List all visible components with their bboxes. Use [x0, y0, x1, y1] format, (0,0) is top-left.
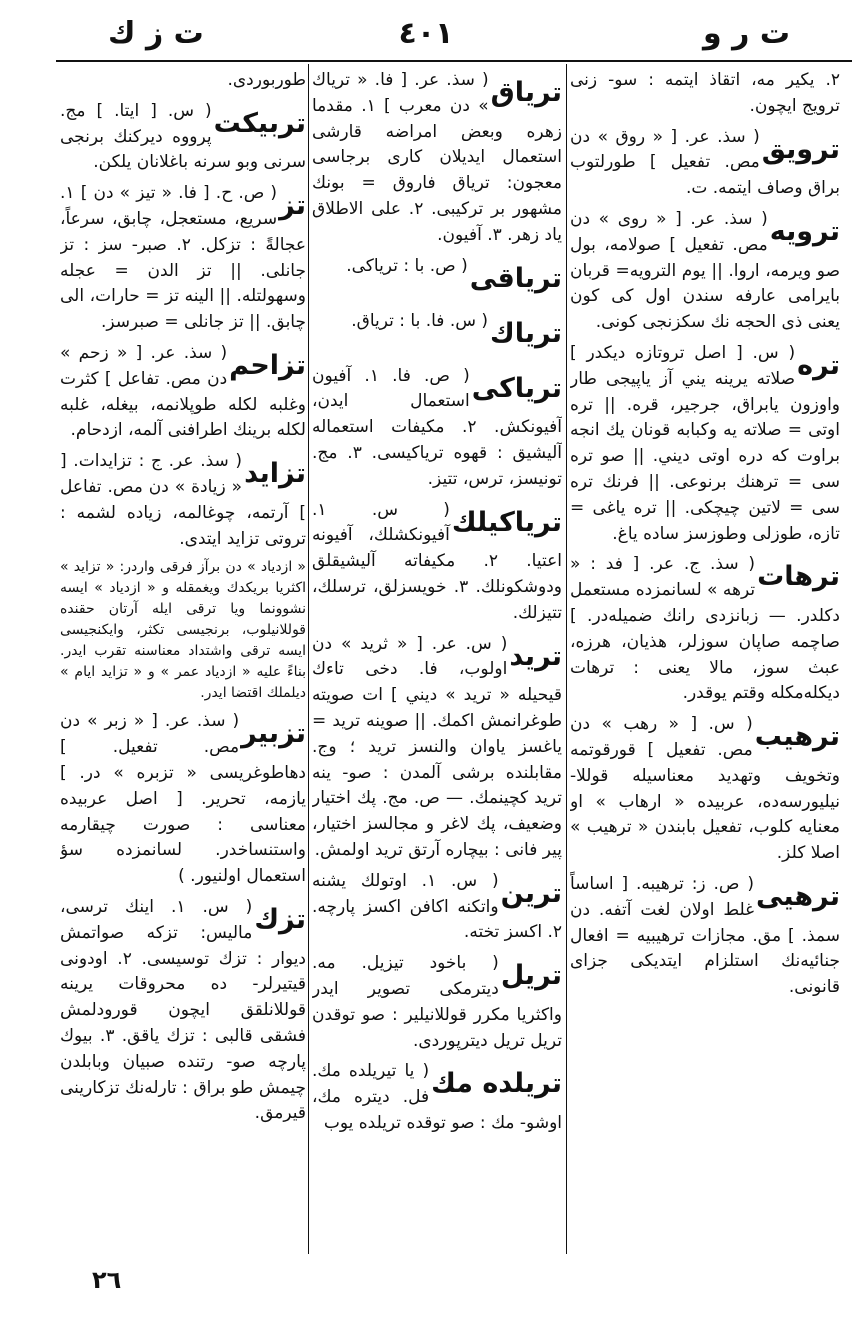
dictionary-entry	[60, 557, 306, 704]
dictionary-entry	[60, 895, 306, 1127]
entry-definition: ( ص. با : ترياكى.	[346, 255, 468, 276]
entry-headword: ترويق	[761, 133, 840, 165]
column-left	[60, 68, 306, 1258]
dictionary-entry	[312, 951, 562, 1054]
entry-headword: تزبير	[241, 718, 306, 750]
dictionary-entry	[570, 125, 840, 202]
entry-definition: ( ص. ح. [ فا. « تيز » دن ] ١. سريع، مستعجل، چابق، سرعاً، عجالةً : تزكل. ٢. صبر- سز : تز جانلى. || تز الدن = عجله وسهولتله. || الينه تز = حارات، الى چابق. || تز جانلى = صبرسز.	[60, 183, 306, 333]
entry-headword: ترياق	[490, 77, 562, 108]
entry-headword: ترويه	[769, 215, 840, 247]
dictionary-entry	[60, 99, 306, 176]
entry-headword: تز	[279, 190, 306, 222]
entry-headword: تريل	[500, 960, 562, 992]
entry-headword: ترياقى	[469, 262, 562, 294]
entry-headword: تريد	[509, 640, 562, 672]
entry-definition: ( سذ. عر. [ « روق » دن مص. تفعيل ] طورلتوب براق وصاف ايتمه. ت.	[570, 126, 840, 199]
dictionary-entry	[570, 712, 840, 867]
dictionary-entry	[60, 181, 306, 336]
entry-headword: ترياكى	[471, 372, 562, 404]
column-right	[570, 68, 840, 1258]
dictionary-entry	[60, 68, 306, 94]
entry-headword: تربيكت	[213, 107, 306, 139]
entry-definition: ( س. عر. [ « ثريد » دن اولوب، فا. دخى تاءك قيحيله « تريد » ديني ] ات صويته طوغرانمش اكمك. || صوينه تريد = ياغسز ياوان والنسز تريد ؛ وج. مقابلنده برشى آلمدن : صو- ينه تريد كچينمك. — ص. مج. پك اختيار وضعيف، پك لاغر و مجالسز اختيار، پير فانى : بيچاره آرتق تريد اولمش.	[312, 633, 562, 860]
entry-definition: ( سذ. عر. [ « زحم » دن مص. تفاعل ] كثرت وغلبه لكله طوپلانمه، بيغله، غلبه لكله برينك اطرافنى آلمه، ازدحام.	[60, 342, 306, 441]
entry-definition: ( سذ. عر. ج : تزايدات. [ « زيادة » دن مص. تفاعل ] آرتمه، چوغالمه، زياده لشمه : تروتى تزايد ايتدى.	[60, 451, 306, 549]
dictionary-entry	[570, 207, 840, 336]
entry-headword: تزك	[254, 903, 306, 935]
entry-headword: تره	[797, 349, 840, 381]
entry-headword: تريلده مك	[431, 1068, 562, 1100]
header-right-letters: ت ر و	[703, 16, 790, 51]
column-divider-left	[308, 64, 309, 1254]
entry-headword: ترياكيلك	[451, 506, 562, 538]
dictionary-entry	[570, 341, 840, 547]
entry-definition: ( سذ. عر. [ فا. « ترياك » دن معرب ] ١. مقدما زهره وبعض امراضه قارشى استعمال ايديلان كارى برجاسى معجون: ترياق فاروق = بونك مشهور بر تركيبى. ٢. على الاطلاق ياد زهر. ٣. آفيون.	[312, 70, 562, 245]
entry-headword: ترهيى	[756, 880, 840, 912]
entry-definition: ( سذ. عر. [ « روى » دن مص. تفعيل ] صولامه، بول صو ويرمه، اروا. || يوم الترويه= قربان بايرامى عارفه سندن اول كى كون يعنى ذى الحجه نك سكزنجى كونى.	[570, 208, 840, 333]
column-divider-right	[566, 64, 567, 1254]
dictionary-entry	[312, 364, 562, 493]
entry-definition: ( س. [ « رهب » دن مص. تفعيل ] قورقوتمه وتخويف وتهديد معناسيله قوللا- نيليورسه‌ده، عربيده « ارهاب » او معنايه كلوب، تفعيل بابندن « ترهيب » اصلا كلز.	[570, 714, 840, 864]
entry-definition: ( س. ١. اوتولك يشنه واتكنه اكافن اكسز پارچه. ٢. اكسز تخته.	[312, 870, 562, 943]
header-rule	[56, 60, 852, 62]
dictionary-entry	[570, 552, 840, 707]
entry-headword: ترهيب	[754, 721, 840, 753]
entry-definition: ( يا تيريلده مك. فل. ديتره مك، اوشو- مك : صو توقده تريلده يوب	[312, 1061, 562, 1133]
column-middle	[312, 68, 562, 1258]
entry-definition: ( باخود تيزيل. مه. ديترمكى تصوير ايدر واكثريا مكرر قوللانيلير : صو توقدن تريل تريل ديترپوردى.	[312, 953, 562, 1051]
dictionary-entry	[570, 872, 840, 1001]
dictionary-entry	[312, 869, 562, 946]
dictionary-entry	[60, 449, 306, 552]
dictionary-entry	[312, 68, 562, 249]
dictionary-entry	[312, 1059, 562, 1136]
dictionary-entry	[312, 498, 562, 627]
entry-definition: ( س. [ اصل تروتازه ديكدر ] صلاته يرينه يني آز ياپيجى طار واوزون يابراق، جرجير، قره. || تره اوتى = صلاته يه وكبابه قونان يك انجه براوت كه دره اوتى ديني. || صو تره سى = ترهنك برنوعى. || فرنك تره سى = لاتين چيچكى. || تره ياغى = تازه، طوزلى وطوزسز ساده ياغ.	[570, 342, 840, 544]
entry-definition: « ازدياد » دن برآز فرقى واردر: « تزايد » اكثريا بريكدك ويغمقله و « ازدياد » ايسه نشوونما ويا ترقى ايله آرتان حقنده قوللانيلوب، برنجيسى تكثر، وايكنجيسى ايسه ترقى واشتداد معناسنه تقرب ايدر. بناءً عليه « ازدياد عمر » و « تزايد ايام » ديلملك اقتضا ايدر.	[60, 559, 306, 702]
entry-definition: ( س. ١. آفيونكشلك، آفيونه اعتيا. ٢. مكيفاته آليشيقلق ودوشكونلك. ٣. خويسزلق، ترسلك، تتيزلك.	[312, 499, 562, 623]
entry-headword: ترهات	[757, 561, 840, 593]
entry-headword: ترياك	[490, 317, 562, 349]
dictionary-entry	[60, 709, 306, 890]
entry-headword: تزاحم	[229, 349, 306, 381]
entry-headword: ترين	[500, 877, 562, 909]
entry-definition: ( سذ. ج. عر. [ فد : « ترهه » لسانمزده مستعمل دكلدر. — زبانزدى رانك ضميله‌در. ] صاچمه صاپان سوزلر، هذيان، هرزه، عبث سوز، مالا يعنى : ترهات ديكله‌مكله وقتم يوقدر.	[570, 554, 840, 704]
dictionary-entry	[570, 68, 840, 120]
entry-definition: ( سذ. عر. [ « زبر » دن مص. تفعيل. ] دهاطوغريسى « تزبره » در. ] يازمه، تحرير. [ اصل عربيده معناسى : صورت چيقارمه واستنساخدر. لسانمزده سؤ استعمال اولنيور. )	[60, 711, 306, 887]
header-left-letters: ت ز ك	[108, 16, 204, 51]
footer-signature-number: ٢٦	[92, 1266, 122, 1294]
entry-definition: ( ص. ز: ترهيبه. [ اساساً غلط اولان لغت آتفه. دن سمذ. ] مق. مجازات ترهيبيه = افعال جنائيه‌نك استلزام ايتديكى جزاى قانونى.	[570, 873, 840, 998]
entry-definition: ٢. يكير مه، اتقاذ ايتمه : سو- زنى ترويج ايچون.	[570, 70, 840, 116]
page-number: ٤٠١	[398, 16, 454, 51]
dictionary-entry	[312, 309, 562, 359]
dictionary-entry	[60, 341, 306, 444]
entry-definition: ( س. [ ايتا. ] مج. پرووه ديركنك برنجى سرنى وبو سرنه باغلانان يلكن.	[60, 100, 306, 173]
dictionary-entry	[312, 254, 562, 304]
entry-definition: ( س. ١. اينك ترسى، ماليس: تزكه صواتمش ديوار : تزك توسيسى. ٢. اودونى قيتيرلر- ده محروقات يرينه قوللانلقق ايچون قورودلمش فشقى قالبى : تزك ياقق. ٣. بيوك پارچه صو- رتنده صبيان وبابلدن چيمش طو براق : تارله‌نك تزكارينى قيرمق.	[60, 896, 306, 1124]
entry-definition: طوربوردى.	[227, 70, 306, 90]
dictionary-entry	[312, 632, 562, 864]
entry-definition: ( س. فا. با : ترياق.	[351, 310, 489, 331]
entry-headword: تزايد	[244, 458, 306, 490]
entry-definition: ( ص. فا. ١. آفيون استعمال ايدن، آفيونكش. ٢. مكيفات استعماله آليشيق : قهوه ترياكيسى. ٣. مج. تونيسز، ترس، تتيز.	[312, 365, 562, 489]
